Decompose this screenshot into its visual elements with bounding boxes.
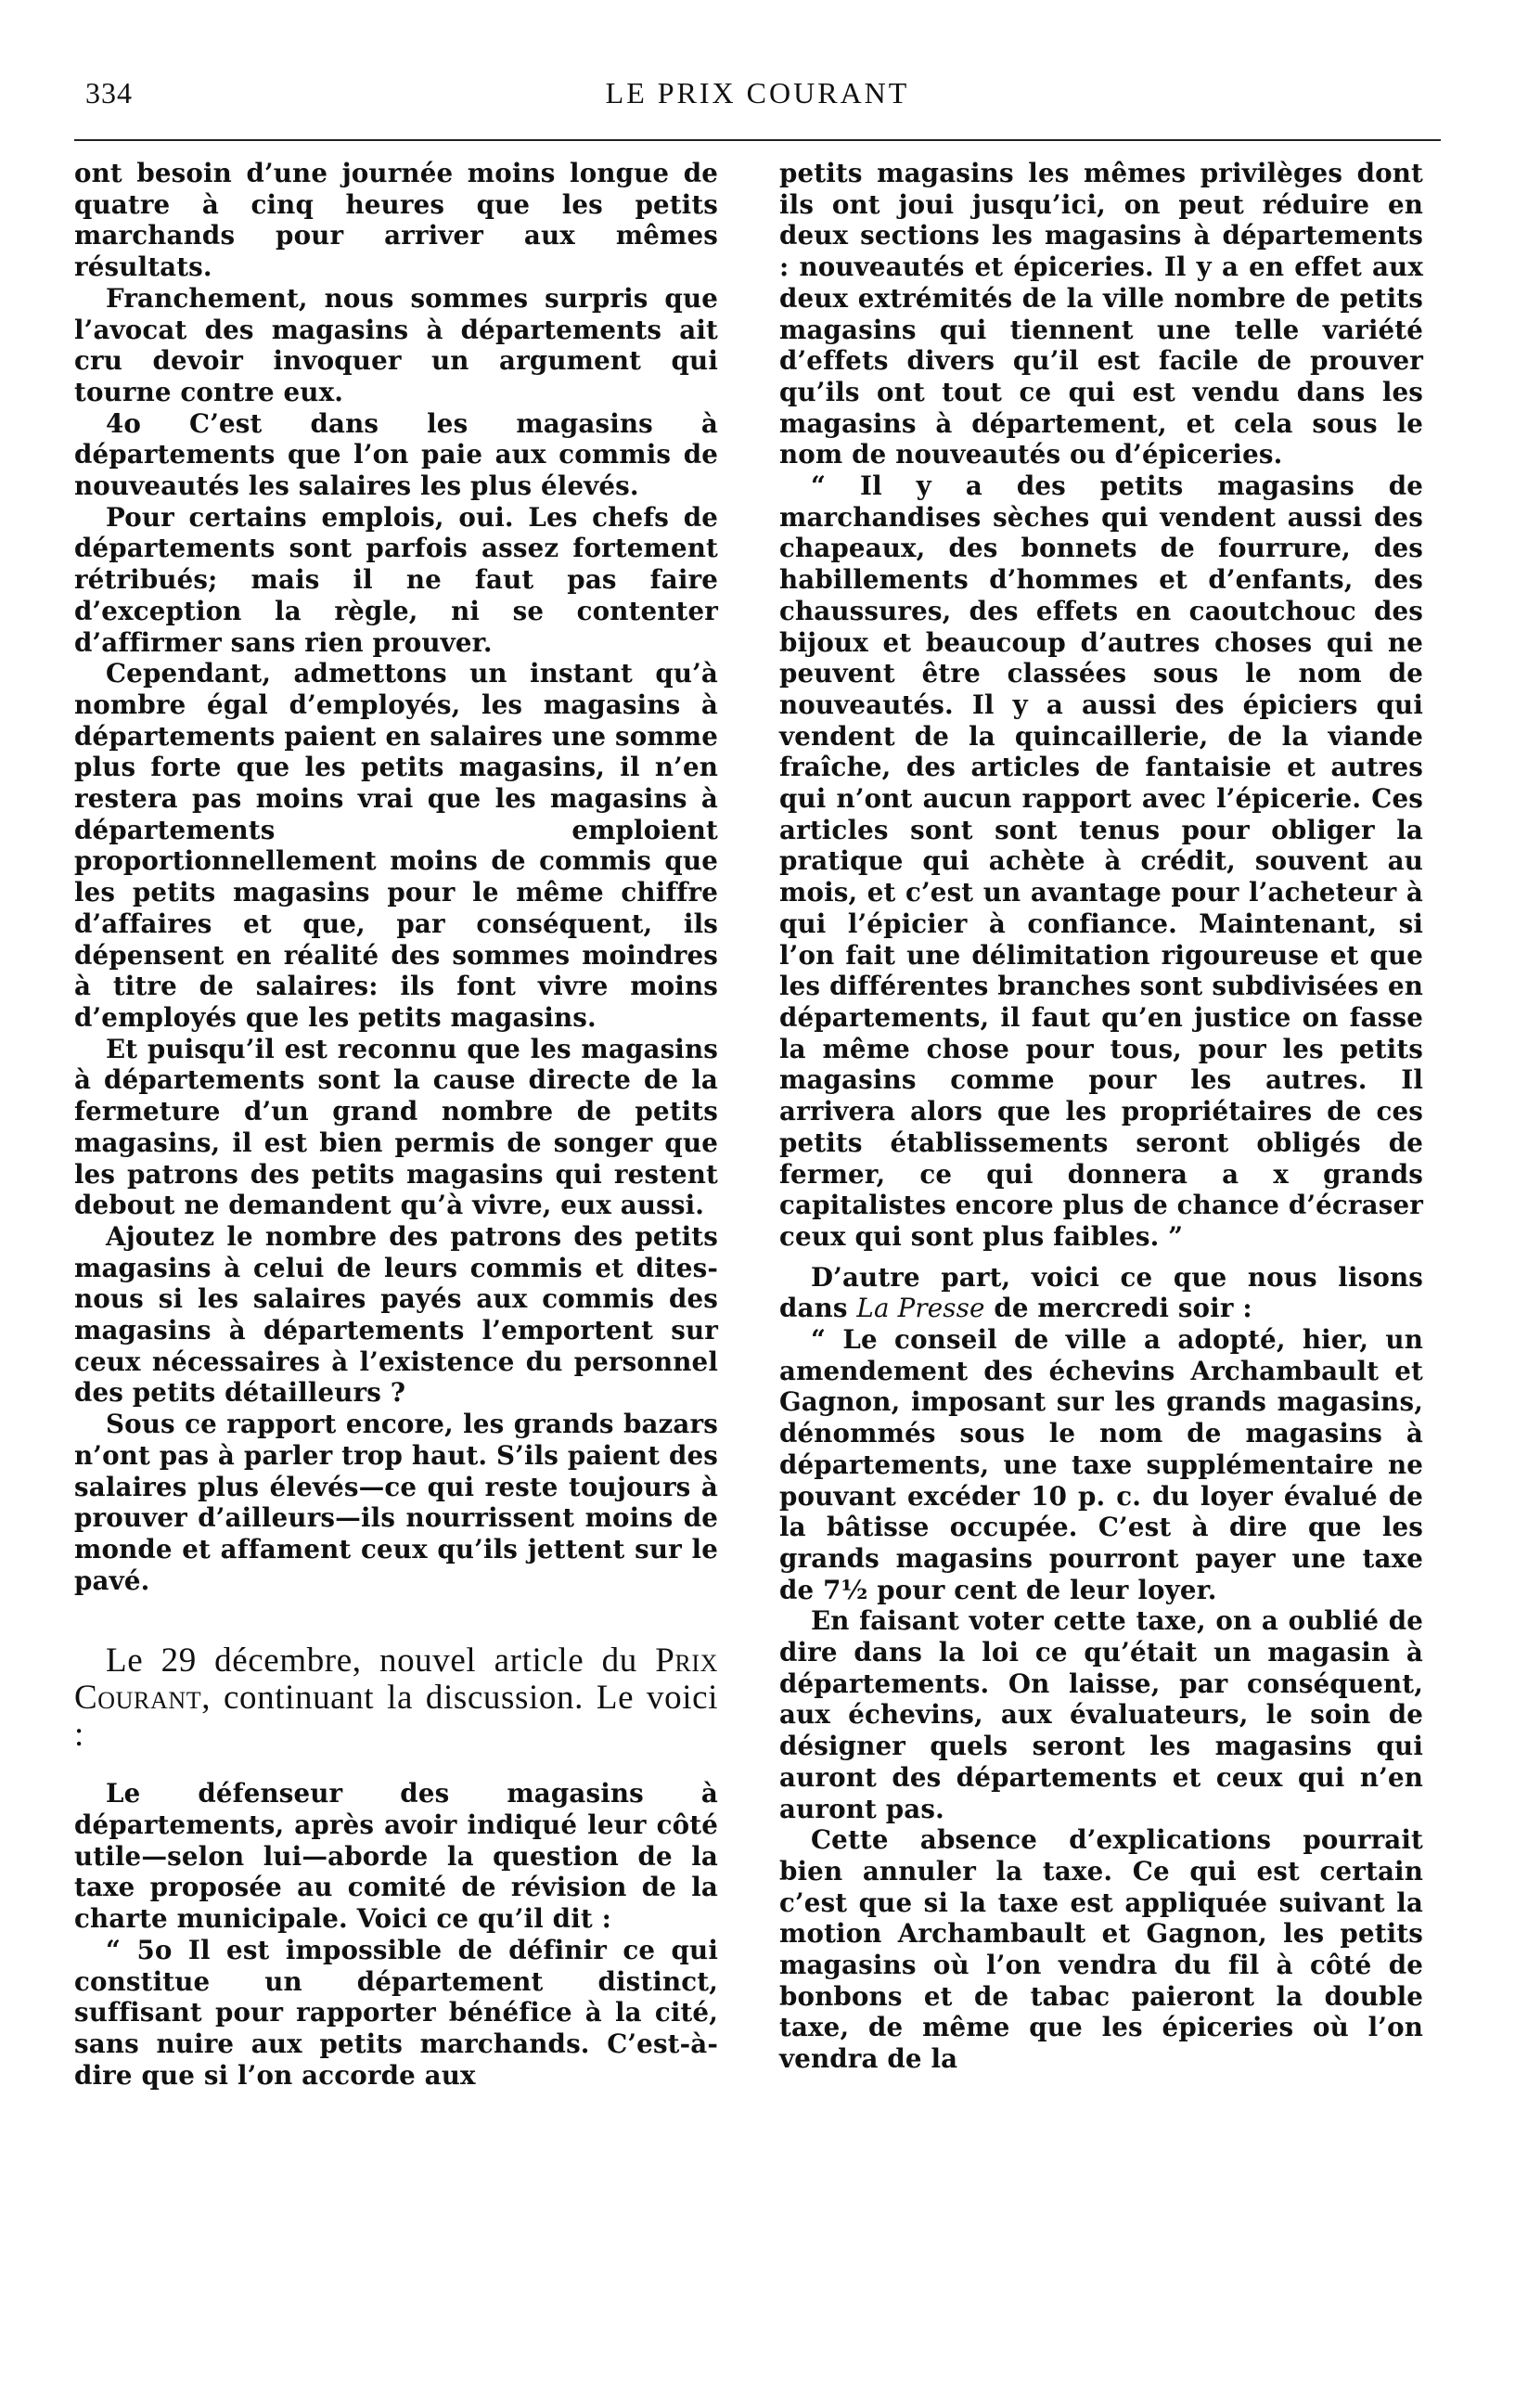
- right-paragraph-3: [779, 1262, 1423, 1324]
- page-header: [0, 76, 1515, 113]
- right-paragraph-2: “ Il y a des petits magasins de marchandises sèches qui vendent aussi des chapeaux, des bonnets de fourrure, des habillements d’hommes et d’enfants, des chaussures, des effets en caoutchouc des bijoux et beaucoup d’autres choses qui ne peuvent être classées sous le nom de nouveautés. Il y a aussi des épiciers qui vendent de la quincaillerie, de la viande fraîche, des articles de fantaisie et autres qui n’ont aucun rapport avec l’épicerie. Ces articles sont sont tenus pour obliger la pratique qui achète à crédit, souvent au mois, et c’est un avantage pour l’acheteur à qui l’épicier à confiance. Maintenant, si l’on fait une délimitation rigoureuse et que les différentes branches sont subdivisées en départements, il faut qu’en justice on fasse la même chose pour tous, pour les petits magasins comme pour les autres. Il arrivera alors que les propriétaires de ces petits établissements seront obligés de fermer, ce qui donnera a x grands capitalistes encore plus de chance d’écraser ceux qui sont plus faibles. ”: [779, 470, 1423, 1252]
- right-column: [779, 158, 1423, 2075]
- left-paragraph-9: Le défenseur des magasins à départements, après avoir indiqué leur côté utile—selon lui—aborde la question de la taxe proposée au comité de révision de la charte municipale. Voici ce qu’il dit :: [74, 1778, 718, 1935]
- right-paragraph-1: petits magasins les mêmes privilèges dont ils ont joui jusqu’ici, on peut réduire en deux sections les magasins à départements : nouveautés et épiceries. Il y a en effet aux deux extrémités de la ville nombre de petits magasins qui tiennent une telle variété d’effets divers qu’il est facile de prouver qu’ils ont tout ce qui est vendu dans les magasins à département, et cela sous le nom de nouveautés ou d’épiceries.: [779, 158, 1423, 470]
- left-paragraph-10: “ 5o Il est impossible de définir ce qui constitue un département distinct, suffisant pour rapporter bénéfice à la cité, sans nuire aux petits marchands. C’est-à-dire que si l’on accorde aux: [74, 1934, 718, 2091]
- left-paragraph-1: ont besoin d’une journée moins longue de quatre à cinq heures que les petits marchands pour arriver aux mêmes résultats.: [74, 158, 718, 283]
- left-column: [74, 158, 718, 2091]
- intro-lead: Le 29 décembre, nouvel article du: [106, 1642, 637, 1680]
- left-paragraph-7: Ajoutez le nombre des patrons des petits magasins à celui de leurs commis et dites-nous si les salaires payés aux commis des magasins à départements l’emportent sur ceux nécessaires à l’existence du personnel des petits détailleurs ?: [74, 1220, 718, 1409]
- right-paragraph-6: Cette absence d’explications pourrait bien annuler la taxe. Ce qui est certain c’est que si la taxe est appliquée suivant la motion Archambault et Gagnon, les petits magasins où l’on vendra du fil à côté de bonbons et de tabac paieront la double taxe, de même que les épiceries où l’on vendra de la: [779, 1824, 1423, 2075]
- header-rule: [74, 139, 1441, 141]
- p3-lead: D’autre part, voici ce que nous lisons dans: [779, 1261, 1423, 1324]
- right-paragraph-4: “ Le conseil de ville a adopté, hier, un amendement des échevins Archambault et Gagnon, imposant sur les grands magasins, dénommés sous le nom de magasins à départements, une taxe supplémentaire ne pouvant excéder 10 p. c. du loyer évalué de la bâtisse occupée. C’est à dire que les grands magasins pourront payer une taxe de 7½ pour cent de leur loyer.: [779, 1324, 1423, 1605]
- intro-tail: , continuant la discussion. Le voici :: [74, 1679, 718, 1755]
- left-paragraph-5: Cependant, admettons un instant qu’à nombre égal d’employés, les magasins à départements paient en salaires une somme plus forte que les petits magasins, il n’en restera pas moins vrai que les magasins à départements emploient proportionnellement moins de commis que les petits magasins pour le même chiffre d’affaires et que, par conséquent, ils dépensent en réalité des sommes moindres à titre de salaires: ils font vivre moins d’employés que les petits magasins.: [74, 658, 718, 1033]
- newspaper-name: La Presse: [856, 1293, 985, 1324]
- right-paragraph-5: En faisant voter cette taxe, on a oublié de dire dans la loi ce qu’était un magasin à départements. On laisse, par conséquent, aux échevins, aux évaluateurs, le soin de désigner quels seront les magasins qui auront des départements et ceux qui n’en auront pas.: [779, 1605, 1423, 1824]
- left-paragraph-8: Sous ce rapport encore, les grands bazars n’ont pas à parler trop haut. S’ils paient des salaires plus élevés—ce qui reste toujours à prouver d’ailleurs—ils nourrissent moins de monde et affament ceux qu’ils jettent sur le pavé.: [74, 1409, 718, 1596]
- section-intro: [74, 1642, 718, 1754]
- journal-name: Prix Courant: [74, 1642, 718, 1718]
- page-number: 334: [85, 76, 133, 109]
- p3-tail: de mercredi soir :: [994, 1293, 1252, 1324]
- left-paragraph-3: 4o C’est dans les magasins à départements que l’on paie aux commis de nouveautés les salaires les plus élevés.: [74, 407, 718, 502]
- left-paragraph-2: Franchement, nous sommes surpris que l’avocat des magasins à départements ait cru devoir invoquer un argument qui tourne contre eux.: [74, 282, 718, 407]
- running-title: LE PRIX COURANT: [605, 76, 910, 109]
- left-paragraph-4: Pour certains emplois, oui. Les chefs de départements sont parfois assez fortement rétribués; mais il ne faut pas faire d’exception la règle, ni se contenter d’affirmer sans rien prouver.: [74, 501, 718, 658]
- left-paragraph-6: Et puisqu’il est reconnu que les magasins à départements sont la cause directe de la fermeture d’un grand nombre de petits magasins, il est bien permis de songer que les patrons des petits magasins qui restent debout ne demandent qu’à vivre, eux aussi.: [74, 1033, 718, 1221]
